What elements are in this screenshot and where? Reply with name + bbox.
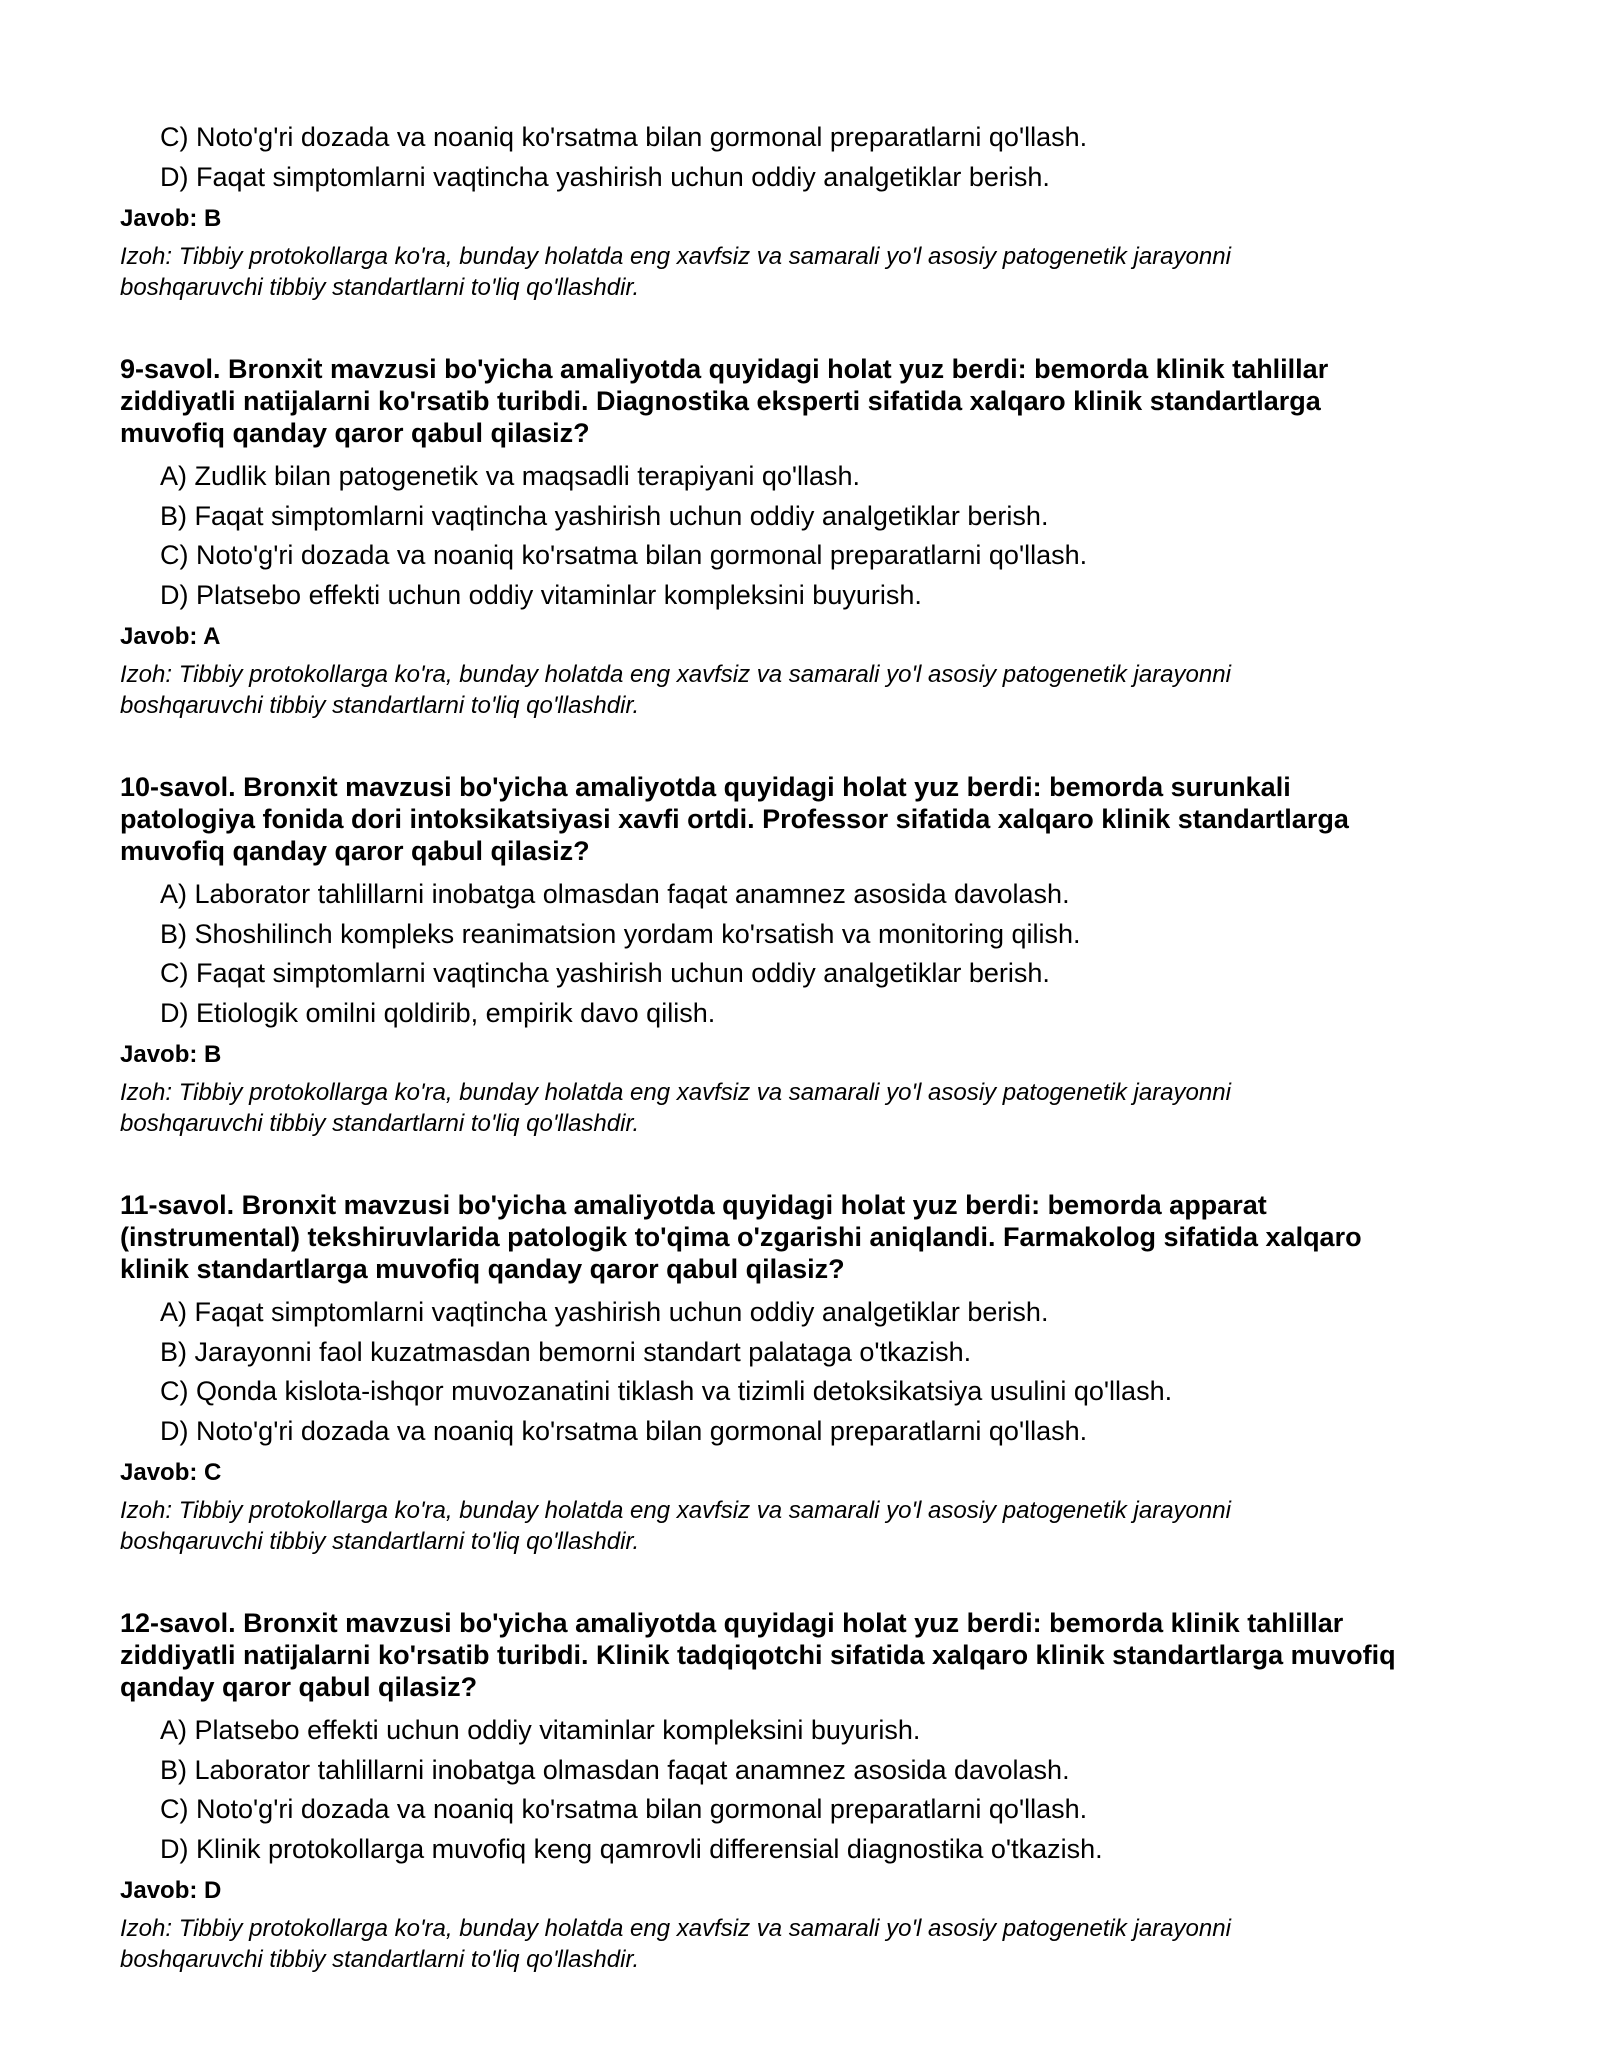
note-line: boshqaruvchi tibbiy standartlarni to'liq qo'llashdir.: [120, 692, 640, 719]
question-title-line: 11-savol. Bronxit mavzusi bo'yicha amaliyotda quyidagi holat yuz berdi: bemorda apparat: [120, 1190, 1267, 1220]
answer-label: Javob: A: [120, 623, 221, 650]
explanation-note: [120, 1913, 1480, 1975]
note-line: Izoh: Tibbiy protokollarga ko'ra, bunday holatda eng xavfsiz va samarali yo'l asosiy patogenetik jarayonni: [120, 1915, 1231, 1942]
note-line: boshqaruvchi tibbiy standartlarni to'liq qo'llashdir.: [120, 1946, 640, 1973]
question-title-line: patologiya fonida dori intoksikatsiyasi xavfi ortdi. Professor sifatida xalqaro klinik standartlarga: [120, 804, 1349, 834]
option-b: B) Shoshilinch kompleks reanimatsion yordam ko'rsatish va monitoring qilish.: [160, 918, 1081, 949]
note-line: Izoh: Tibbiy protokollarga ko'ra, bunday holatda eng xavfsiz va samarali yo'l asosiy patogenetik jarayonni: [120, 243, 1231, 270]
explanation-note: [120, 241, 1480, 303]
question-title-line: 9-savol. Bronxit mavzusi bo'yicha amaliyotda quyidagi holat yuz berdi: bemorda klinik tahlillar: [120, 354, 1329, 384]
question-12: [120, 1607, 1500, 1975]
question-title: [120, 1189, 1500, 1285]
option-d: D) Platsebo effekti uchun oddiy vitaminlar kompleksini buyurish.: [160, 579, 922, 610]
options-list: [120, 1711, 1500, 1869]
question-10: [120, 771, 1500, 1139]
question-title-line: 12-savol. Bronxit mavzusi bo'yicha amaliyotda quyidagi holat yuz berdi: bemorda klinik tahlillar: [120, 1608, 1344, 1638]
options-list: [120, 118, 1500, 197]
note-line: boshqaruvchi tibbiy standartlarni to'liq qo'llashdir.: [120, 274, 640, 301]
document-page: [120, 118, 1500, 1975]
option-c: C) Faqat simptomlarni vaqtincha yashirish uchun oddiy analgetiklar berish.: [160, 958, 1050, 988]
options-list: [120, 1293, 1500, 1451]
option-a: A) Laborator tahlillarni inobatga olmasdan faqat anamnez asosida davolash.: [160, 879, 1070, 909]
note-line: Izoh: Tibbiy protokollarga ko'ra, bunday holatda eng xavfsiz va samarali yo'l asosiy patogenetik jarayonni: [120, 1497, 1231, 1524]
option-a: A) Zudlik bilan patogenetik va maqsadli terapiyani qo'llash.: [160, 461, 861, 491]
option-d: D) Etiologik omilni qoldirib, empirik davo qilish.: [160, 997, 716, 1028]
explanation-note: [120, 1495, 1480, 1557]
question-title-line: klinik standartlarga muvofiq qanday qaror qabul qilasiz?: [120, 1254, 845, 1284]
question-title-line: muvofiq qanday qaror qabul qilasiz?: [120, 418, 590, 448]
answer-label: Javob: B: [120, 205, 222, 232]
option-c: C) Noto'g'ri dozada va noaniq ko'rsatma bilan gormonal preparatlarni qo'llash.: [160, 540, 1088, 570]
question-title-line: qanday qaror qabul qilasiz?: [120, 1672, 478, 1702]
option-c: C) Qonda kislota-ishqor muvozanatini tiklash va tizimli detoksikatsiya usulini qo'llash.: [160, 1376, 1173, 1406]
answer-label: Javob: D: [120, 1877, 222, 1904]
option-a: A) Platsebo effekti uchun oddiy vitaminlar kompleksini buyurish.: [160, 1715, 921, 1745]
options-list: [120, 457, 1500, 615]
question-9: [120, 353, 1500, 721]
question-8-continuation: [120, 118, 1500, 303]
option-c: C) Noto'g'ri dozada va noaniq ko'rsatma bilan gormonal preparatlarni qo'llash.: [160, 122, 1088, 152]
option-d: D) Faqat simptomlarni vaqtincha yashirish uchun oddiy analgetiklar berish.: [160, 161, 1050, 192]
note-line: Izoh: Tibbiy protokollarga ko'ra, bunday holatda eng xavfsiz va samarali yo'l asosiy patogenetik jarayonni: [120, 661, 1231, 688]
option-d: D) Noto'g'ri dozada va noaniq ko'rsatma bilan gormonal preparatlarni qo'llash.: [160, 1415, 1088, 1446]
question-title: [120, 1607, 1500, 1703]
answer-label: Javob: C: [120, 1459, 222, 1486]
question-title-line: (instrumental) tekshiruvlarida patologik to'qima o'zgarishi aniqlandi. Farmakolog sifatida xalqaro: [120, 1222, 1362, 1252]
question-title-line: 10-savol. Bronxit mavzusi bo'yicha amaliyotda quyidagi holat yuz berdi: bemorda surunkali: [120, 772, 1291, 802]
option-b: B) Jarayonni faol kuzatmasdan bemorni standart palataga o'tkazish.: [160, 1336, 972, 1367]
note-line: Izoh: Tibbiy protokollarga ko'ra, bunday holatda eng xavfsiz va samarali yo'l asosiy patogenetik jarayonni: [120, 1079, 1231, 1106]
option-d: D) Klinik protokollarga muvofiq keng qamrovli differensial diagnostika o'tkazish.: [160, 1833, 1103, 1864]
question-title-line: ziddiyatli natijalarni ko'rsatib turibdi. Klinik tadqiqotchi sifatida xalqaro klinik standartlarga muvofiq: [120, 1640, 1396, 1670]
answer-label: Javob: B: [120, 1041, 222, 1068]
option-b: B) Faqat simptomlarni vaqtincha yashirish uchun oddiy analgetiklar berish.: [160, 500, 1049, 531]
question-title: [120, 771, 1500, 867]
note-line: boshqaruvchi tibbiy standartlarni to'liq qo'llashdir.: [120, 1528, 640, 1555]
note-line: boshqaruvchi tibbiy standartlarni to'liq qo'llashdir.: [120, 1110, 640, 1137]
explanation-note: [120, 1077, 1480, 1139]
option-b: B) Laborator tahlillarni inobatga olmasdan faqat anamnez asosida davolash.: [160, 1754, 1070, 1785]
option-c: C) Noto'g'ri dozada va noaniq ko'rsatma bilan gormonal preparatlarni qo'llash.: [160, 1794, 1088, 1824]
question-title-line: muvofiq qanday qaror qabul qilasiz?: [120, 836, 590, 866]
question-11: [120, 1189, 1500, 1557]
option-a: A) Faqat simptomlarni vaqtincha yashirish uchun oddiy analgetiklar berish.: [160, 1297, 1049, 1327]
options-list: [120, 875, 1500, 1033]
question-title: [120, 353, 1500, 449]
explanation-note: [120, 659, 1480, 721]
question-title-line: ziddiyatli natijalarni ko'rsatib turibdi. Diagnostika eksperti sifatida xalqaro klinik standartlarga: [120, 386, 1321, 416]
